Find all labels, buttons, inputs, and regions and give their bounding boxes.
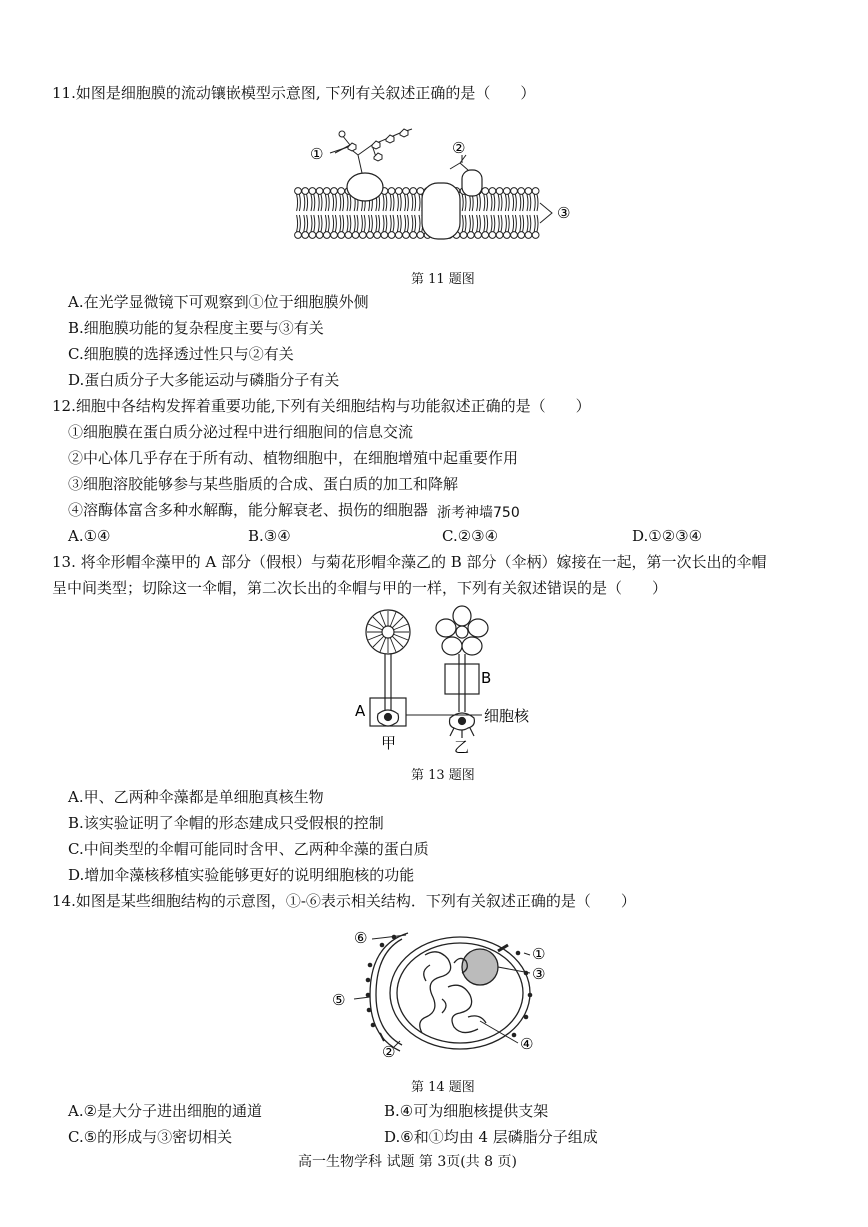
phospholipid-tail	[520, 215, 521, 232]
q13-option-d: D.增加伞藻核移植实验能够更好的说明细胞核的功能	[68, 866, 415, 884]
phospholipid-head	[323, 188, 330, 195]
phospholipid-tail	[487, 194, 488, 211]
phospholipid-tail	[515, 215, 516, 232]
phospholipid-head	[532, 188, 539, 195]
phospholipid-tail	[515, 194, 516, 211]
phospholipid-tail	[390, 215, 391, 232]
phospholipid-tail	[530, 194, 531, 211]
phospholipid-head	[525, 188, 532, 195]
phospholipid-tail	[523, 194, 524, 211]
q14-option-d: D.⑥和①均由 4 层磷脂分子组成	[384, 1128, 598, 1146]
phospholipid-tail	[376, 215, 377, 232]
phospholipid-tail	[347, 194, 348, 211]
phospholipid-head	[489, 232, 496, 239]
phospholipid-tail	[357, 215, 358, 232]
q13-label-a: A	[355, 702, 366, 720]
phospholipid-tail	[465, 215, 466, 232]
phospholipid-tail	[537, 215, 538, 232]
q14-label-4: ④	[520, 1035, 534, 1053]
q13-option-a: A.甲、乙两种伞藻都是单细胞真核生物	[68, 788, 324, 806]
phospholipid-tail	[307, 194, 308, 211]
phospholipid-tail	[465, 194, 466, 211]
phospholipid-tail	[530, 215, 531, 232]
q14-option-b: B.④可为细胞核提供支架	[384, 1102, 549, 1120]
q14-stem: 14.如图是某些细胞结构的示意图，①-⑥表示相关结构．下列有关叙述正确的是（ ）	[52, 892, 636, 910]
phospholipid-tail	[407, 215, 408, 232]
phospholipid-head	[359, 232, 366, 239]
phospholipid-tail	[307, 215, 308, 232]
phospholipid-head	[395, 232, 402, 239]
phospholipid-head	[482, 232, 489, 239]
phospholipid-tail	[369, 215, 370, 232]
phospholipid-tail	[390, 194, 391, 211]
phospholipid-tail	[340, 194, 341, 211]
phospholipid-tail	[419, 215, 420, 232]
phospholipid-head	[460, 232, 467, 239]
phospholipid-tail	[513, 194, 514, 211]
phospholipid-tail	[299, 194, 300, 211]
phospholipid-tail	[297, 215, 298, 232]
phospholipid-tail	[343, 215, 344, 232]
phospholipid-head	[302, 232, 309, 239]
phospholipid-tail	[314, 215, 315, 232]
phospholipid-tail	[318, 194, 319, 211]
phospholipid-tail	[379, 215, 380, 232]
q11-membrane-figure	[290, 125, 590, 245]
q14-nucleus-figure	[330, 925, 560, 1065]
phospholipid-head	[331, 232, 338, 239]
q11-label-2: ②	[452, 139, 466, 157]
phospholipid-tail	[479, 194, 480, 211]
phospholipid-tail	[364, 215, 365, 232]
q13-caption: 第 13 题图	[411, 768, 475, 783]
q14-label-1: ①	[532, 945, 546, 963]
phospholipid-tail	[350, 215, 351, 232]
phospholipid-tail	[498, 194, 499, 211]
phospholipid-tail	[520, 194, 521, 211]
q13-label-b: B	[481, 669, 492, 687]
phospholipid-tail	[477, 194, 478, 211]
phospholipid-tail	[472, 194, 473, 211]
phospholipid-tail	[501, 215, 502, 232]
q13-option-c: C.中间类型的伞帽可能同时含甲、乙两种伞藻的蛋白质	[68, 840, 429, 858]
phospholipid-head	[410, 232, 417, 239]
phospholipid-tail	[484, 215, 485, 232]
q14-option-a: A.②是大分子进出细胞的通道	[68, 1102, 263, 1120]
phospholipid-head	[295, 232, 302, 239]
phospholipid-tail	[371, 215, 372, 232]
q13-label-nucleus: 细胞核	[484, 707, 530, 725]
q13-acetabularia-figure	[350, 606, 540, 756]
phospholipid-head	[496, 232, 503, 239]
phospholipid-tail	[318, 215, 319, 232]
phospholipid-tail	[350, 194, 351, 211]
phospholipid-tail	[487, 215, 488, 232]
q14-caption: 第 14 题图	[411, 1080, 475, 1095]
phospholipid-tail	[386, 215, 387, 232]
phospholipid-tail	[494, 194, 495, 211]
phospholipid-tail	[491, 215, 492, 232]
phospholipid-tail	[491, 194, 492, 211]
phospholipid-tail	[415, 215, 416, 232]
phospholipid-tail	[534, 194, 535, 211]
phospholipid-tail	[328, 215, 329, 232]
phospholipid-head	[374, 232, 381, 239]
phospholipid-tail	[537, 194, 538, 211]
phospholipid-head	[403, 232, 410, 239]
phospholipid-head	[467, 232, 474, 239]
phospholipid-tail	[469, 215, 470, 232]
phospholipid-head	[309, 188, 316, 195]
phospholipid-tail	[397, 215, 398, 232]
phospholipid-tail	[321, 215, 322, 232]
phospholipid-tail	[479, 215, 480, 232]
phospholipid-tail	[333, 215, 334, 232]
phospholipid-tail	[501, 194, 502, 211]
phospholipid-tail	[412, 215, 413, 232]
phospholipid-head	[525, 232, 532, 239]
phospholipid-head	[410, 188, 417, 195]
phospholipid-tail	[386, 194, 387, 211]
q12-option-a: A.①④	[68, 527, 111, 545]
q14-label-6: ⑥	[354, 929, 368, 947]
page-footer: 高一生物学科 试题 第 3页(共 8 页)	[298, 1154, 517, 1170]
phospholipid-head	[316, 188, 323, 195]
phospholipid-head	[295, 188, 302, 195]
phospholipid-tail	[505, 194, 506, 211]
phospholipid-tail	[405, 215, 406, 232]
phospholipid-head	[381, 232, 388, 239]
phospholipid-tail	[340, 215, 341, 232]
phospholipid-head	[323, 232, 330, 239]
watermark: 浙考神墙750	[437, 505, 520, 521]
phospholipid-tail	[311, 194, 312, 211]
phospholipid-tail	[354, 215, 355, 232]
phospholipid-head	[489, 188, 496, 195]
q12-statement-4: ④溶酶体富含多种水解酶，能分解衰老、损伤的细胞器	[68, 501, 429, 519]
phospholipid-tail	[477, 215, 478, 232]
phospholipid-tail	[462, 194, 463, 211]
phospholipid-tail	[311, 215, 312, 232]
phospholipid-tail	[335, 194, 336, 211]
phospholipid-tail	[304, 194, 305, 211]
phospholipid-tail	[412, 194, 413, 211]
phospholipid-head	[532, 232, 539, 239]
q11-option-c: C.细胞膜的选择透过性只与②有关	[68, 345, 294, 363]
phospholipid-head	[302, 188, 309, 195]
phospholipid-head	[388, 188, 395, 195]
q13-option-b: B.该实验证明了伞帽的形态建成只受假根的控制	[68, 814, 384, 832]
phospholipid-head	[511, 232, 518, 239]
q14-option-c: C.⑤的形成与③密切相关	[68, 1128, 233, 1146]
q12-option-c: C.②③④	[442, 527, 499, 545]
phospholipid-tail	[393, 194, 394, 211]
phospholipid-tail	[469, 194, 470, 211]
phospholipid-tail	[314, 194, 315, 211]
phospholipid-tail	[527, 215, 528, 232]
phospholipid-head	[511, 188, 518, 195]
phospholipid-tail	[297, 194, 298, 211]
q13-stem-line1: 13. 将伞形帽伞藻甲的 A 部分（假根）与菊花形帽伞藻乙的 B 部分（伞柄）嫁接在一起，第一次长出的伞帽	[52, 553, 767, 571]
phospholipid-tail	[393, 215, 394, 232]
phospholipid-tail	[407, 194, 408, 211]
phospholipid-tail	[343, 194, 344, 211]
phospholipid-head	[403, 188, 410, 195]
q12-stem: 12.细胞中各结构发挥着重要功能,下列有关细胞结构与功能叙述正确的是（ ）	[52, 397, 591, 415]
phospholipid-tail	[472, 215, 473, 232]
phospholipid-head	[345, 232, 352, 239]
phospholipid-head	[395, 188, 402, 195]
phospholipid-tail	[383, 215, 384, 232]
phospholipid-head	[331, 188, 338, 195]
q11-option-a: A.在光学显微镜下可观察到①位于细胞膜外侧	[68, 293, 369, 311]
phospholipid-tail	[325, 215, 326, 232]
phospholipid-tail	[383, 194, 384, 211]
phospholipid-tail	[321, 194, 322, 211]
q11-option-b: B.细胞膜功能的复杂程度主要与③有关	[68, 319, 324, 337]
phospholipid-tail	[379, 194, 380, 211]
phospholipid-tail	[325, 194, 326, 211]
phospholipid-head	[518, 188, 525, 195]
phospholipid-tail	[400, 194, 401, 211]
phospholipid-tail	[415, 194, 416, 211]
q12-option-b: B.③④	[248, 527, 291, 545]
phospholipid-head	[338, 232, 345, 239]
q11-label-3: ③	[557, 204, 571, 222]
phospholipid-tail	[508, 194, 509, 211]
phospholipid-head	[388, 232, 395, 239]
phospholipid-head	[475, 232, 482, 239]
phospholipid-head	[309, 232, 316, 239]
phospholipid-head	[367, 232, 374, 239]
phospholipid-tail	[299, 215, 300, 232]
q13-stem-line2: 呈中间类型；切除这一伞帽，第二次长出的伞帽与甲的一样，下列有关叙述错误的是（ ）	[52, 579, 668, 597]
phospholipid-tail	[523, 215, 524, 232]
phospholipid-tail	[347, 215, 348, 232]
phospholipid-tail	[505, 215, 506, 232]
phospholipid-head	[338, 188, 345, 195]
phospholipid-tail	[534, 215, 535, 232]
phospholipid-head	[496, 188, 503, 195]
q14-label-2: ②	[382, 1043, 396, 1061]
phospholipid-head	[518, 232, 525, 239]
phospholipid-tail	[333, 194, 334, 211]
q14-label-5: ⑤	[332, 991, 346, 1009]
phospholipid-tail	[335, 215, 336, 232]
phospholipid-tail	[361, 215, 362, 232]
phospholipid-tail	[508, 215, 509, 232]
q11-label-1: ①	[310, 145, 324, 163]
phospholipid-tail	[328, 194, 329, 211]
phospholipid-tail	[400, 215, 401, 232]
q12-option-d: D.①②③④	[632, 527, 703, 545]
phospholipid-head	[503, 232, 510, 239]
phospholipid-head	[352, 232, 359, 239]
q13-label-yi: 乙	[454, 738, 470, 756]
q13-label-jia: 甲	[381, 734, 397, 752]
phospholipid-tail	[527, 194, 528, 211]
q11-caption: 第 11 题图	[411, 272, 475, 287]
phospholipid-tail	[513, 215, 514, 232]
q12-statement-2: ②中心体几乎存在于所有动、植物细胞中，在细胞增殖中起重要作用	[68, 449, 519, 467]
phospholipid-tail	[397, 194, 398, 211]
phospholipid-tail	[462, 215, 463, 232]
phospholipid-tail	[484, 194, 485, 211]
q12-statement-1: ①细胞膜在蛋白质分泌过程中进行细胞间的信息交流	[68, 423, 414, 441]
phospholipid-head	[316, 232, 323, 239]
phospholipid-tail	[419, 194, 420, 211]
phospholipid-tail	[498, 215, 499, 232]
phospholipid-tail	[494, 215, 495, 232]
phospholipid-head	[503, 188, 510, 195]
q11-stem: 11.如图是细胞膜的流动镶嵌模型示意图, 下列有关叙述正确的是（ ）	[52, 84, 536, 102]
phospholipid-head	[482, 188, 489, 195]
phospholipid-head	[417, 232, 424, 239]
q14-label-3: ③	[532, 965, 546, 983]
q12-statement-3: ③细胞溶胶能够参与某些脂质的合成、蛋白质的加工和降解	[68, 475, 459, 493]
q11-option-d: D.蛋白质分子大多能运动与磷脂分子有关	[68, 371, 340, 389]
phospholipid-tail	[405, 194, 406, 211]
phospholipid-tail	[304, 215, 305, 232]
